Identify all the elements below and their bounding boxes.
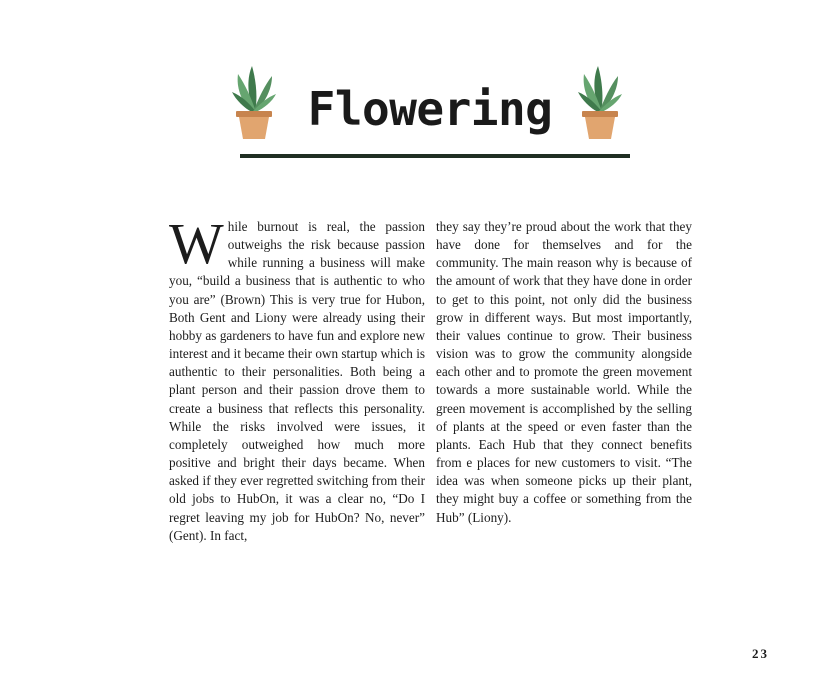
page-number: 23: [752, 646, 769, 661]
page-header: [230, 60, 630, 160]
column-1-text: hile burnout is real, the passion outweighs the risk because passion while running a business will make you, “build a business that is authentic to who you are” (Brown) This is very true for Hubon, Both Gent and Liony were already using their hobby as gardeners to have fun and explore new interest and it became their own startup which is authentic to their personalities. Both being a plant person and their passion drove them to create a business that reflects this personality. While the risks involved were issues, it completely outweighed how much more positive and bright their days became. When asked if they ever regretted switching from their old jobs to HubOn, it was a clear no, “Do I regret leaving my job for HubOn? No, never” (Gent). In fact,: [169, 219, 425, 543]
column-2-text: they say they’re proud about the work that they have done for themselves and for the community. The main reason why is because of the amount of work that they have done in order to get to this point, not only did the business grow in different ways. But most importantly, their values continue to grow. Their business vision was to grow the community alongside each other and to promote the green movement towards a more sustainable world. While the green movement is accomplished by the selling of plants at the speed or even faster than the plants. Each Hub that they connect benefits from e places for new customers to visit. “The idea was when someone picks up their plant, they might buy a coffee or something from the Hub” (Liony).: [436, 219, 692, 525]
page-title: Flowering: [307, 82, 553, 136]
article-column-2: [436, 218, 692, 527]
article-column-1: [169, 211, 425, 545]
potted-plant-icon: [578, 64, 622, 140]
title-underline: [240, 154, 630, 158]
drop-cap: W: [169, 211, 224, 276]
